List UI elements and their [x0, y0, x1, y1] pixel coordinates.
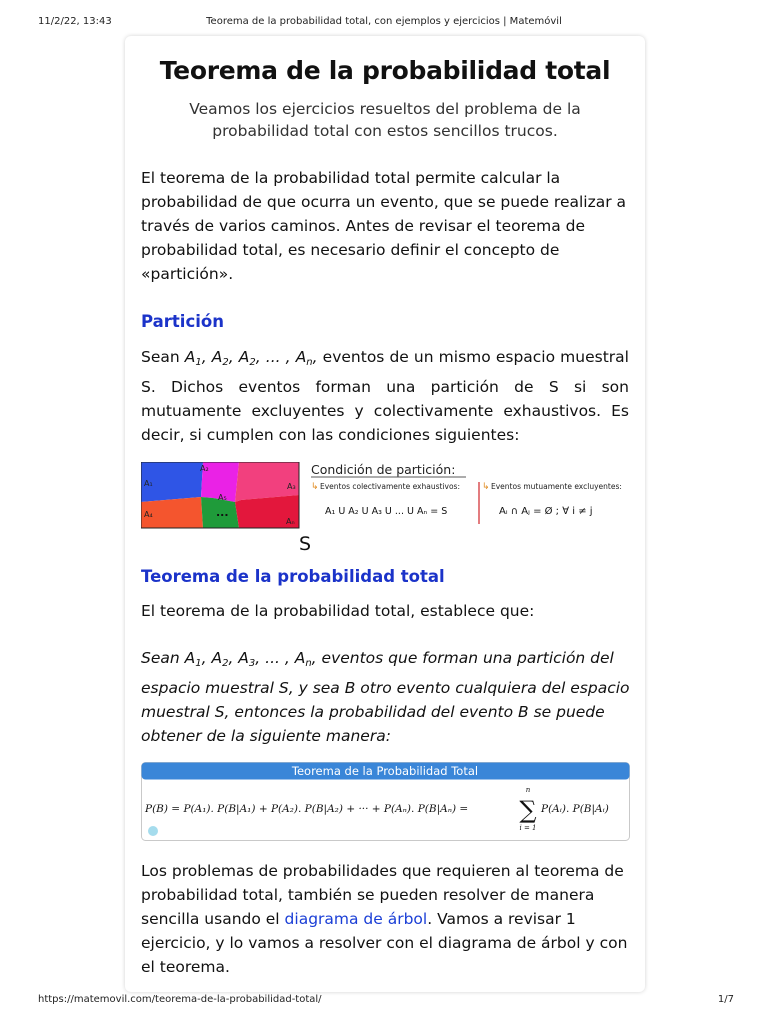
closing-line: el teorema.	[141, 958, 230, 976]
partition-figure	[141, 462, 629, 558]
intro-paragraph	[141, 166, 629, 286]
region-label-a4: A₄	[144, 510, 153, 519]
print-url: https://matemovil.com/teorema-de-la-probabilidad-total/	[38, 994, 322, 1005]
exhaustive-label: Eventos colectivamente exhaustivos:	[320, 482, 460, 491]
theorem-line	[141, 646, 629, 676]
partition-events-math: $A_1$, $A_2$, $A_2$, ... , $A_n$,	[184, 348, 318, 368]
sum-lower-limit: i = 1	[519, 824, 537, 832]
sample-space-label: S	[299, 533, 312, 555]
formula-lhs: P(B) = P(A₁). P(B|A₁) + P(A₂). P(B|A₂) + ··· + P(Aₙ). P(B|Aₙ) =	[145, 803, 469, 815]
closing-paragraph	[141, 859, 629, 979]
formula-banner-title: Teorema de la Probabilidad Total	[291, 764, 479, 778]
sigma-symbol: ∑	[519, 796, 537, 824]
closing-line: ejercicio, y lo vamos a resolver con el diagrama de árbol y con	[141, 934, 628, 952]
partition-heading: Partición	[141, 312, 224, 331]
brand-logo-icon	[148, 826, 158, 836]
theorem-line: muestral S, entonces la probabilidad del evento B se puede	[141, 703, 605, 721]
tree-diagram-link[interactable]: diagrama de árbol	[284, 910, 428, 928]
partition-paragraph	[141, 345, 629, 447]
formula-figure	[141, 762, 631, 846]
intro-line: «partición».	[141, 265, 234, 283]
partition-line	[141, 345, 629, 375]
theorem-intro-line: El teorema de la probabilidad total, establece que:	[141, 602, 535, 620]
print-footer	[0, 994, 768, 1008]
closing-line-suffix: . Vamos a revisar 1	[427, 910, 576, 928]
page-title: Teorema de la probabilidad total	[159, 56, 611, 85]
closing-line: probabilidad total, también se pueden resolver de manera	[141, 886, 595, 904]
print-document-title: Teorema de la probabilidad total, con ejemplos y ejercicios | Matemóvil	[206, 16, 562, 27]
theorem-intro	[141, 599, 629, 623]
theorem-line: obtener de la siguiente manera:	[141, 727, 391, 745]
condition-title: Condición de partición:	[311, 462, 456, 477]
closing-line	[141, 907, 629, 931]
subtitle-line: probabilidad total con estos sencillos trucos.	[212, 122, 558, 140]
partition-line: decir, si cumplen con las condiciones siguientes:	[141, 426, 520, 444]
dots-label: ...	[216, 506, 229, 519]
closing-line-prefix: sencilla usando el	[141, 910, 285, 928]
partition-line: mutuamente excluyentes y colectivamente exhaustivos. Es	[141, 402, 629, 420]
theorem-heading: Teorema de la probabilidad total	[141, 567, 445, 586]
subtitle	[141, 98, 629, 142]
corner-arrow-icon: ↳	[311, 482, 319, 492]
page-counter: 1/7	[717, 994, 734, 1005]
partition-line-suffix: eventos de un mismo espacio muestral	[317, 348, 629, 366]
print-header	[0, 16, 768, 30]
print-date: 11/2/22, 13:43	[38, 16, 112, 27]
theorem-line: espacio muestral S, y sea B otro evento cualquiera del espacio	[141, 679, 630, 697]
theorem-statement	[141, 646, 629, 748]
region-label-a5: A₅	[218, 493, 227, 502]
sum-term: P(Aᵢ). P(B|Aᵢ)	[541, 803, 609, 815]
region-label-an: Aₙ	[286, 517, 295, 526]
exclusive-label: Eventos mutuamente excluyentes:	[491, 482, 622, 491]
partition-line: S. Dichos eventos forman una partición de S si son	[141, 378, 629, 396]
intro-line: probabilidad total, es necesario definir el concepto de	[141, 241, 560, 259]
intro-line: probabilidad de que ocurra un evento, que se puede realizar a	[141, 193, 627, 211]
region-label-a2: A₂	[200, 464, 209, 473]
closing-line: Los problemas de probabilidades que requieren al teorema de	[141, 862, 624, 880]
subtitle-line: Veamos los ejercicios resueltos del problema de la	[189, 100, 581, 118]
corner-arrow-icon: ↳	[482, 482, 490, 492]
intro-line: El teorema de la probabilidad total permite calcular la	[141, 169, 561, 187]
theorem-events-math: $A_1$, $A_2$, $A_3$, ... , $A_n$,	[184, 649, 317, 669]
article-card	[125, 36, 645, 992]
theorem-line-suffix: eventos que forman una partición del	[316, 649, 614, 667]
region-label-a1: A₁	[144, 479, 153, 488]
theorem-line-prefix: Sean	[141, 649, 185, 667]
sum-upper-limit: n	[525, 786, 531, 794]
exclusive-formula: Aᵢ ∩ Aⱼ = Ø ; ∀ i ≠ j	[499, 506, 593, 517]
region-label-a3: A₃	[287, 482, 296, 491]
intro-line: través de varios caminos. Antes de revisar el teorema de	[141, 217, 586, 235]
partition-line-prefix: Sean	[141, 348, 185, 366]
exhaustive-formula: A₁ U A₂ U A₃ U ... U Aₙ = S	[325, 506, 448, 517]
